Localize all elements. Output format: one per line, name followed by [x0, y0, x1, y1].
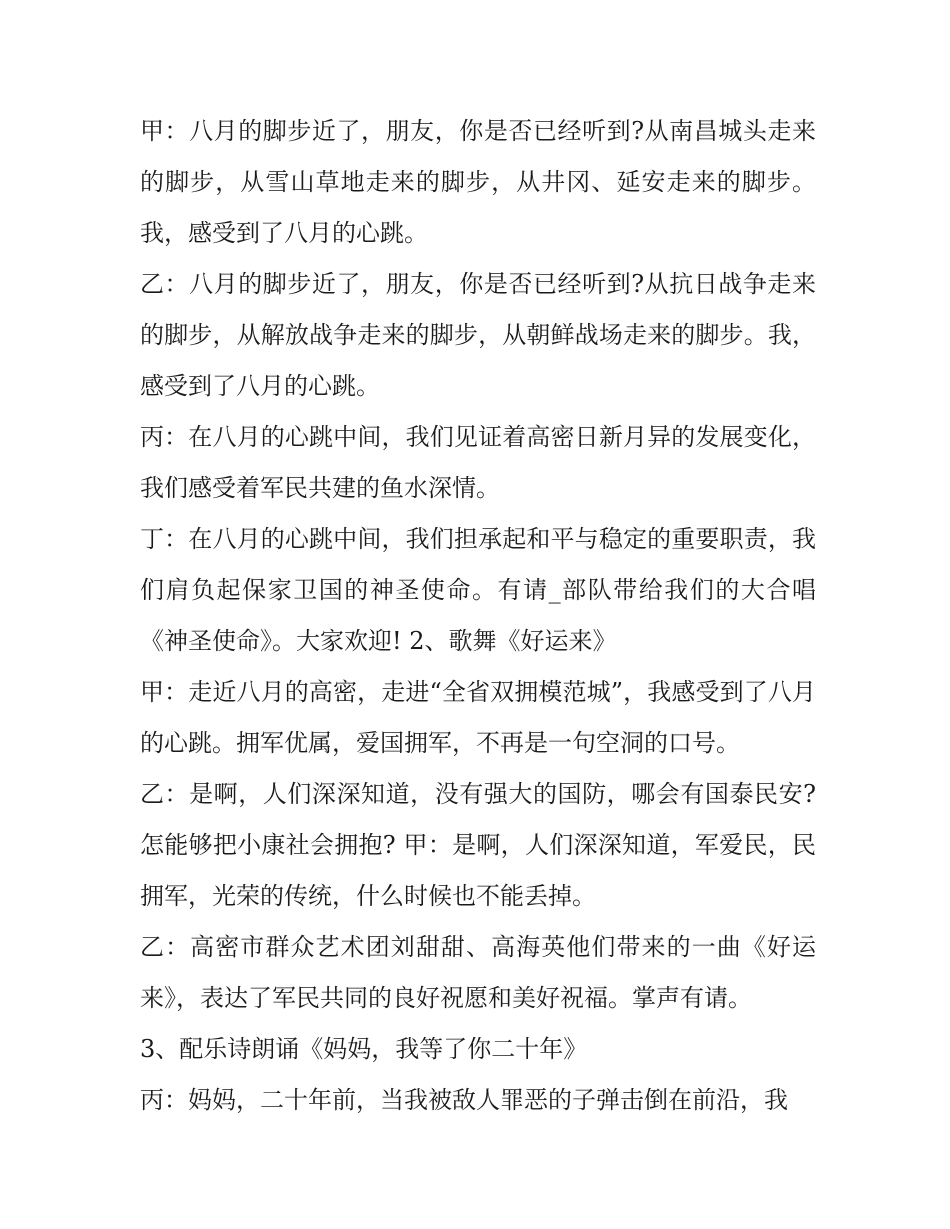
paragraph-ding-1: 丁：在八月的心跳中间，我们担承起和平与稳定的重要职责，我们肩负起保家卫国的神圣使命。有请_部队带给我们的大合唱《神圣使命》。大家欢迎! 2、歌舞《好运来》	[140, 525, 816, 655]
paragraph-yi-1: 乙：八月的脚步近了，朋友，你是否已经听到?从抗日战争走来的脚步，从解放战争走来的脚步，从朝鲜战场走来的脚步。我，感受到了八月的心跳。	[140, 270, 816, 400]
paragraph-yi-2: 乙：是啊，人们深深知道，没有强大的国防，哪会有国泰民安?怎能够把小康社会拥抱? 甲：是啊，人们深深知道，军爱民，民拥军，光荣的传统，什么时候也不能丢掉。	[140, 780, 816, 910]
paragraph-yi-3: 乙：高密市群众艺术团刘甜甜、高海英他们带来的一曲《好运来》，表达了军民共同的良好祝愿和美好祝福。掌声有请。	[140, 933, 816, 1012]
section-heading-3: 3、配乐诗朗诵《妈妈，我等了你二十年》	[140, 1035, 588, 1063]
document-body	[140, 106, 816, 1126]
paragraph-jia-2: 甲：走近八月的高密，走进“全省双拥模范城”，我感受到了八月的心跳。拥军优属，爱国拥军，不再是一句空洞的口号。	[140, 678, 816, 757]
paragraph-bing-1: 丙：在八月的心跳中间，我们见证着高密日新月异的发展变化，我们感受着军民共建的鱼水深情。	[140, 423, 816, 502]
paragraph-bing-2: 丙：妈妈，二十年前，当我被敌人罪恶的子弹击倒在前沿，我	[140, 1086, 788, 1114]
paragraph-jia-1: 甲：八月的脚步近了，朋友，你是否已经听到?从南昌城头走来的脚步，从雪山草地走来的脚步，从井冈、延安走来的脚步。我，感受到了八月的心跳。	[140, 117, 816, 247]
